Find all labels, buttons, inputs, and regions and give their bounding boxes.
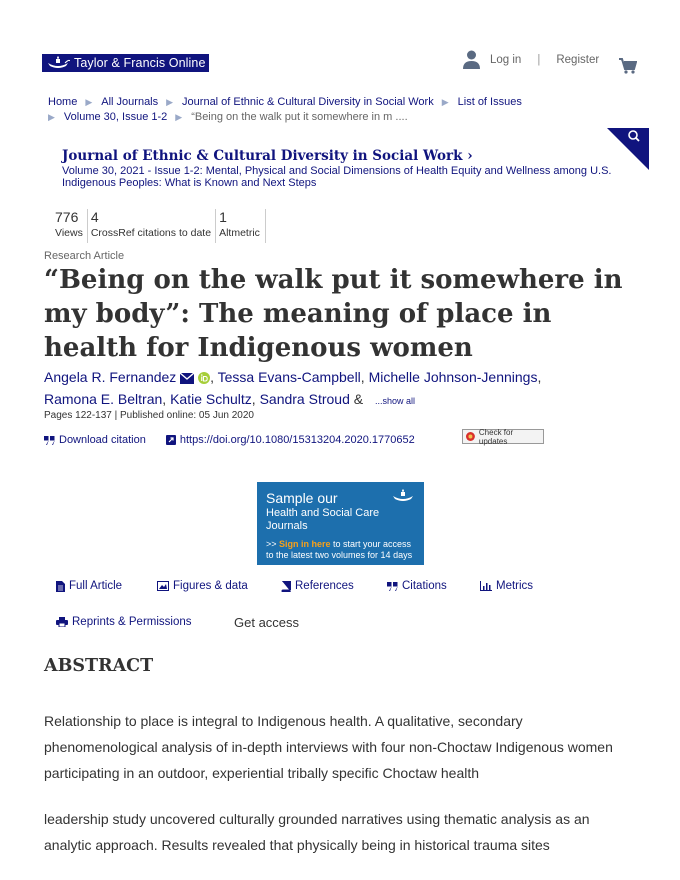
doi-link[interactable] (166, 434, 415, 446)
abstract-heading: ABSTRACT (44, 656, 154, 676)
register-link[interactable]: Register (556, 54, 600, 66)
user-icon[interactable] (463, 50, 480, 70)
get-access-button[interactable]: Get access (234, 615, 300, 630)
journal-title-link[interactable] (62, 148, 473, 164)
breadcrumb-arrow-icon: ▶ (85, 97, 93, 107)
metric-views-value: 776 (55, 209, 79, 225)
breadcrumb-arrow-icon: ▶ (48, 112, 55, 122)
chevron-right-icon: › (467, 148, 473, 164)
author-list (44, 366, 624, 412)
journal-title-text: Journal of Ethnic & Cultural Diversity in Social Work (62, 148, 463, 164)
author-name[interactable]: Ramona E. Beltran (44, 391, 163, 407)
author-name[interactable]: Sandra Stroud (259, 391, 350, 407)
metric-crossref-value: 4 (90, 209, 99, 225)
metric-crossref[interactable] (87, 209, 215, 243)
book-icon (281, 581, 291, 592)
article-title: “Being on the walk put it somewhere in my body”: The meaning of place in health for Indigenous women (44, 265, 623, 363)
breadcrumb-arrow-icon: ▶ (166, 97, 174, 107)
tab-metrics[interactable] (480, 580, 533, 592)
image-icon (157, 581, 169, 591)
logo-text: Taylor & Francis Online (74, 56, 206, 70)
envelope-icon[interactable] (180, 373, 194, 384)
author-name[interactable]: Michelle Johnson-Jennings (368, 369, 538, 385)
search-corner-button[interactable] (607, 128, 649, 170)
check-for-updates-button[interactable] (462, 429, 544, 444)
author-name[interactable]: Tessa Evans-Campbell (217, 369, 361, 385)
lamp-logo-icon (390, 489, 416, 503)
tab-references-label: References (295, 580, 354, 592)
tab-reprints-permissions[interactable] (56, 616, 192, 628)
crossmark-icon (466, 432, 475, 441)
tab-figures-data-label: Figures & data (173, 580, 248, 592)
sample-journals-ad[interactable] (257, 482, 424, 565)
breadcrumb-current: “Being on the walk put it somewhere in m .... (191, 111, 408, 123)
tab-full-article-label: Full Article (69, 580, 123, 592)
external-link-icon (166, 435, 176, 445)
tab-citations-label: Citations (402, 580, 447, 592)
download-citation-link[interactable] (44, 434, 146, 446)
tab-references[interactable] (281, 580, 354, 592)
doi-url: https://doi.org/10.1080/15313204.2020.1770652 (179, 434, 415, 446)
orcid-icon[interactable] (198, 372, 210, 384)
login-link[interactable]: Log in (490, 54, 522, 66)
tab-metrics-label: Metrics (496, 580, 534, 592)
document-icon (56, 581, 65, 592)
article-metrics (55, 209, 266, 243)
printer-icon (56, 617, 68, 627)
ad-body-rest: to start your access to the latest two volumes for 14 days (266, 539, 413, 560)
ad-body (266, 539, 415, 561)
author-separator: , (162, 391, 167, 407)
metric-altmetric-label: Altmetric (219, 227, 260, 239)
metric-crossref-label: CrossRef citations to date (90, 227, 212, 239)
breadcrumb-list-of-issues[interactable]: List of Issues (457, 96, 522, 108)
header-separator: | (537, 54, 541, 66)
metric-altmetric-value: 1 (219, 209, 227, 225)
breadcrumb (48, 95, 568, 125)
author-ampersand: & (353, 391, 364, 407)
show-all-authors-link[interactable]: ...show all (375, 396, 416, 406)
ad-signin-link[interactable]: Sign in here (279, 539, 331, 549)
ad-heading: Sample our (266, 490, 338, 506)
download-citation-label: Download citation (59, 434, 146, 446)
author-separator: , (251, 391, 256, 407)
author-separator: , (210, 369, 214, 385)
bar-chart-icon (480, 581, 492, 591)
breadcrumb-volume[interactable]: Volume 30, Issue 1-2 (63, 111, 168, 123)
lamp-logo-icon (46, 56, 70, 70)
article-type: Research Article (44, 250, 125, 262)
tab-figures-data[interactable] (157, 580, 248, 592)
metric-views (55, 209, 87, 243)
ad-prefix: >> (266, 539, 280, 549)
taylor-francis-logo[interactable] (42, 54, 209, 72)
abstract-paragraph: leadership study uncovered culturally grounded narratives using thematic analysis as an analytic approach. Results revealed that physically being in historical trauma sites (44, 811, 590, 853)
author-separator: , (537, 369, 542, 385)
pages-published: Pages 122-137 | Published online: 05 Jun 2020 (44, 410, 254, 421)
breadcrumb-arrow-icon: ▶ (441, 97, 449, 107)
author-name[interactable]: Angela R. Fernandez (44, 369, 177, 385)
journal-issue-link[interactable]: Volume 30, 2021 - Issue 1-2: Mental, Physical and Social Dimensions of Health Equity and Wellness among U.S. Indigenous Peoples: What is Known and Next Steps (62, 165, 612, 189)
ad-subheading: Health and Social Care Journals (266, 507, 380, 532)
breadcrumb-arrow-icon: ▶ (175, 112, 183, 122)
tab-reprints-label: Reprints & Permissions (72, 616, 192, 628)
cart-icon[interactable] (619, 58, 637, 74)
breadcrumb-all-journals[interactable]: All Journals (101, 96, 159, 108)
quote-icon (44, 436, 55, 445)
check-for-updates-label: Check for updates (478, 427, 514, 446)
metric-altmetric[interactable] (215, 209, 266, 243)
quote-icon (387, 582, 398, 591)
breadcrumb-journal[interactable]: Journal of Ethnic & Cultural Diversity in Social Work (182, 96, 434, 108)
author-separator: , (360, 369, 365, 385)
metric-views-label: Views (55, 227, 83, 239)
abstract-paragraph: Relationship to place is integral to Indigenous health. A qualitative, secondary phenomenological analysis of in-depth interviews with four non-Choctaw Indigenous women participating in an outdoor, experiential tribally specific Choctaw health (44, 713, 613, 781)
author-name[interactable]: Katie Schultz (170, 391, 252, 407)
tab-citations[interactable] (387, 580, 447, 592)
tab-full-article[interactable] (56, 580, 122, 592)
breadcrumb-home[interactable]: Home (48, 96, 78, 108)
